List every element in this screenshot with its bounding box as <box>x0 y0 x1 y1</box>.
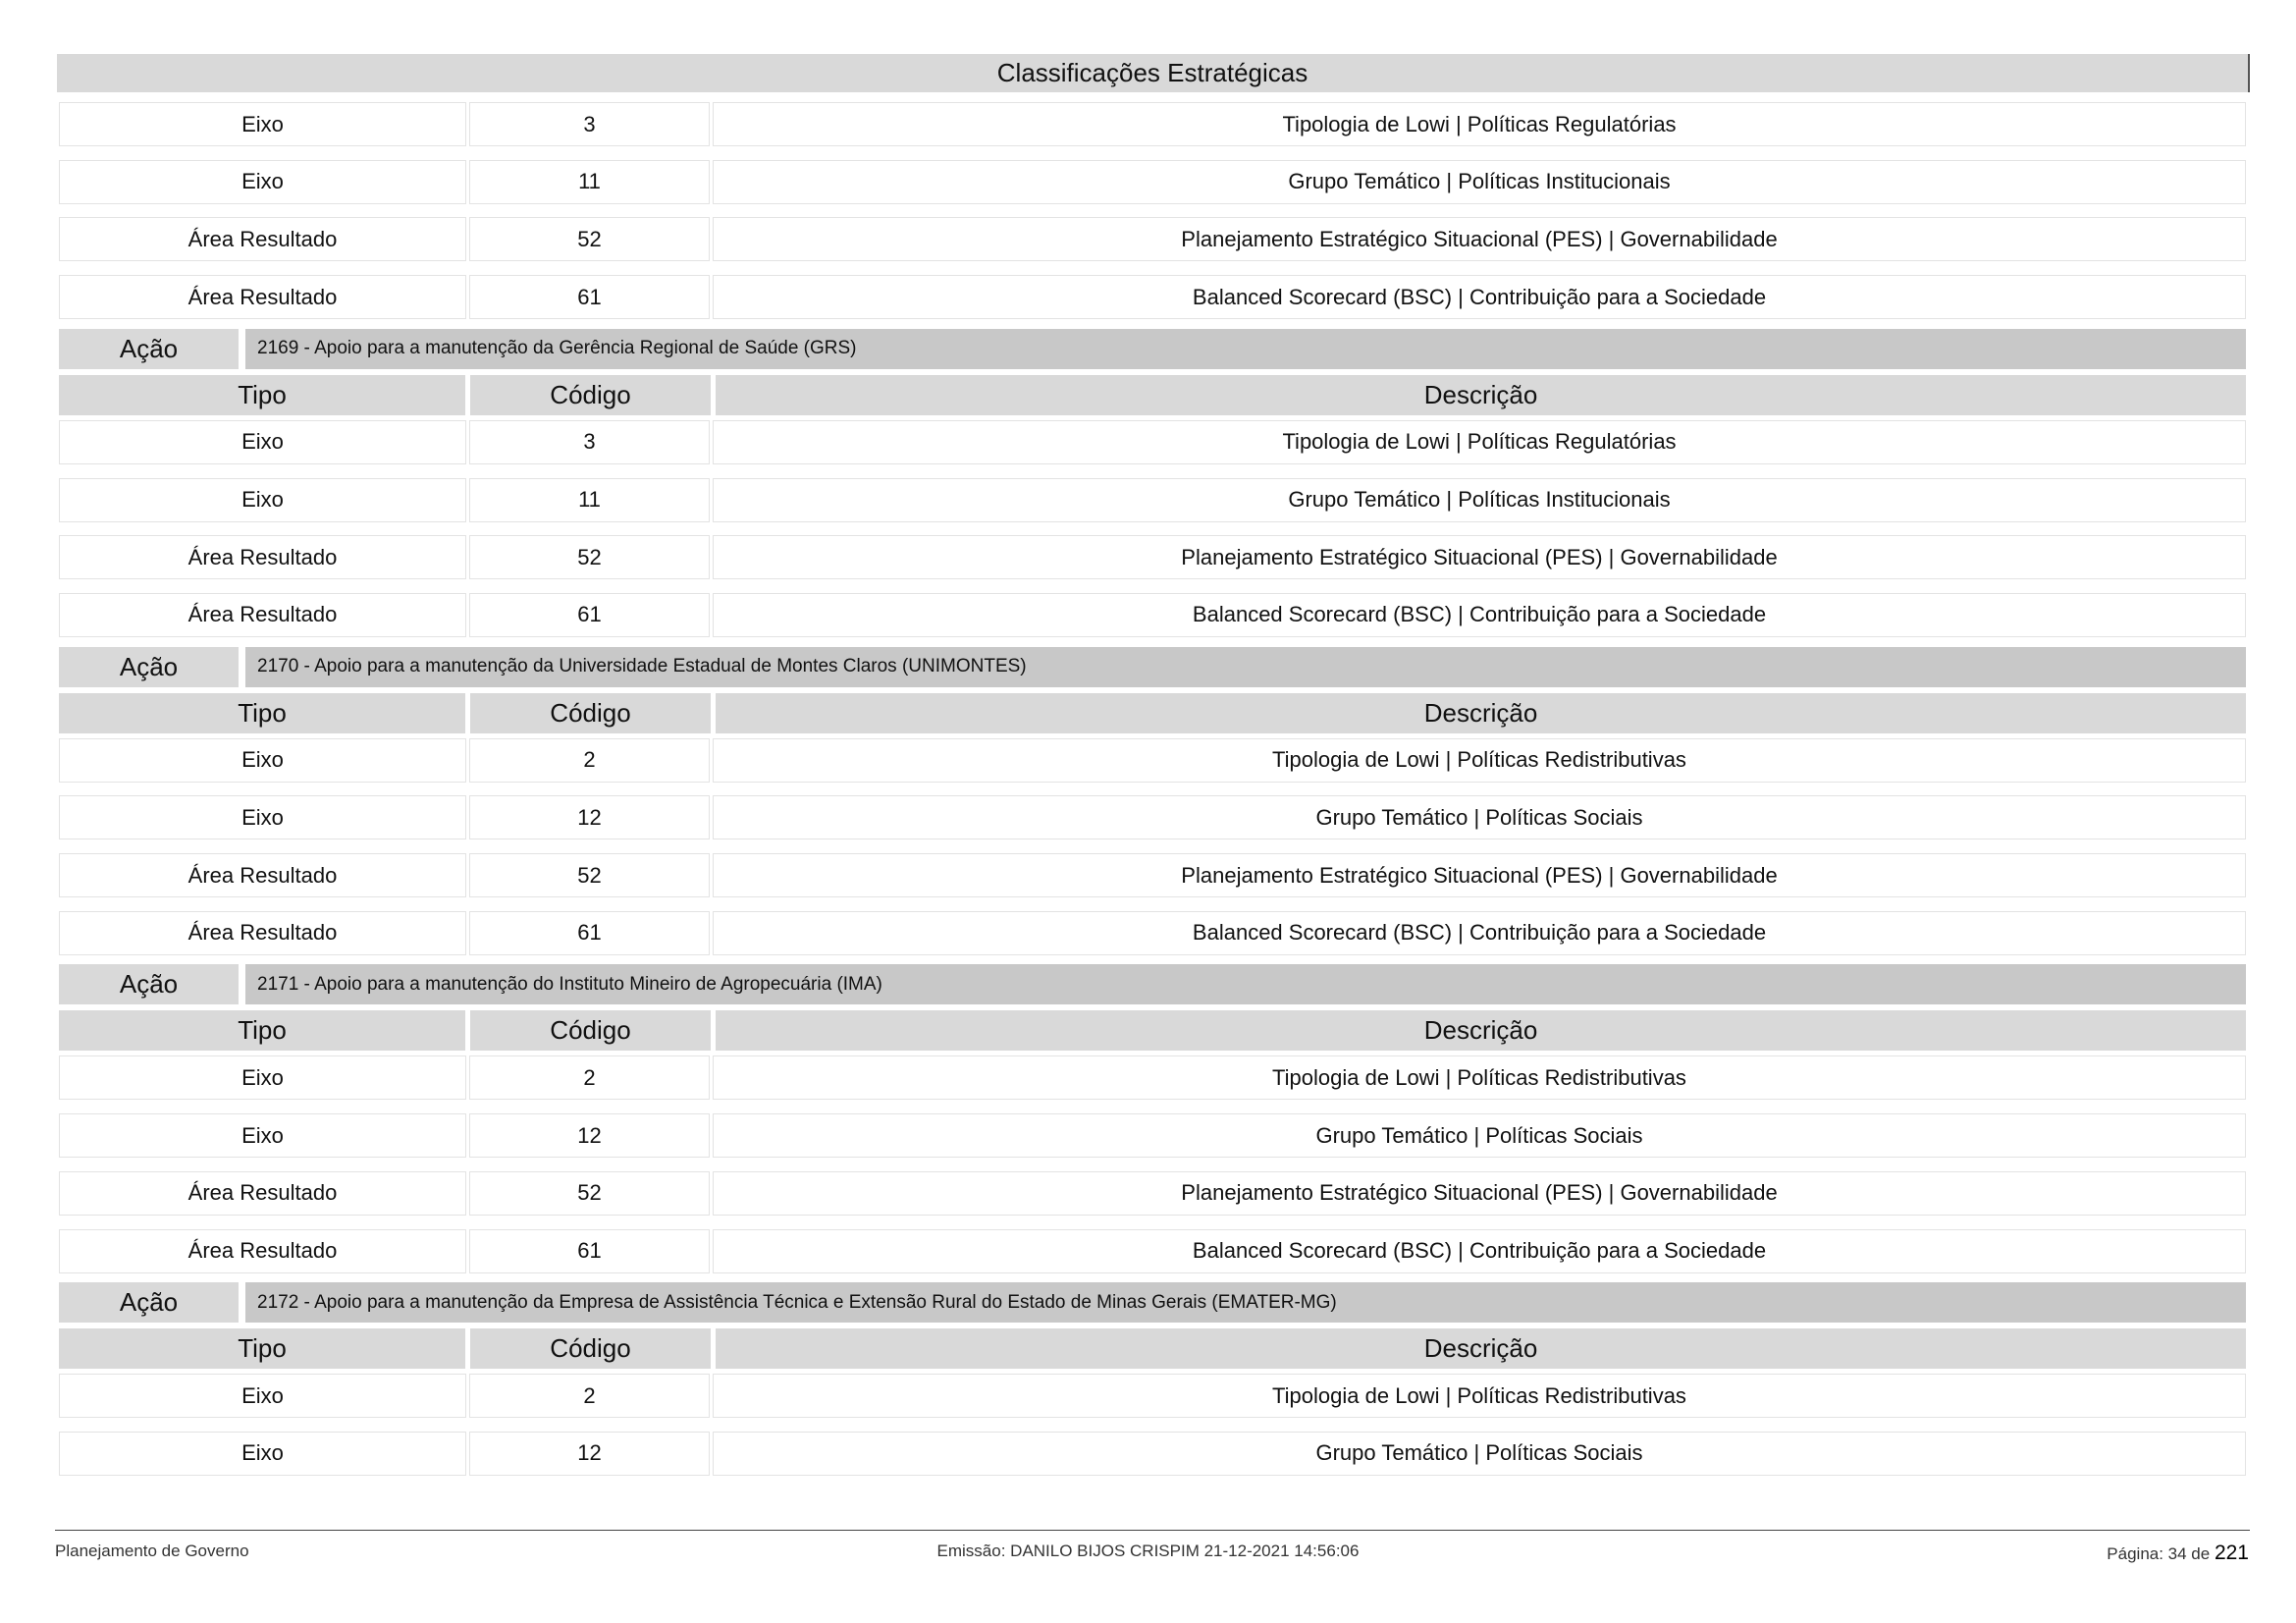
column-header-row <box>59 693 2246 733</box>
table-row <box>59 275 2246 319</box>
cell-tipo: Eixo <box>59 738 466 783</box>
cell-tipo: Eixo <box>59 1432 466 1476</box>
table-row <box>59 1171 2246 1216</box>
cell-codigo: 61 <box>469 911 710 955</box>
acao-row <box>59 647 2246 687</box>
header-codigo: Código <box>470 375 711 415</box>
section-title-text: Classificações Estratégicas <box>996 58 1308 87</box>
acao-description: 2172 - Apoio para a manutenção da Empresa de Assistência Técnica e Extensão Rural do Estado de Minas Gerais (EMATER-MG) <box>245 1282 2246 1323</box>
column-header-row <box>59 1328 2246 1369</box>
cell-descricao: Balanced Scorecard (BSC) | Contribuição para a Sociedade <box>713 593 2246 637</box>
cell-descricao: Grupo Temático | Políticas Institucionais <box>713 478 2246 522</box>
cell-descricao: Balanced Scorecard (BSC) | Contribuição para a Sociedade <box>713 275 2246 319</box>
footer-emission: Emissão: DANILO BIJOS CRISPIM 21-12-2021 14:56:06 <box>936 1542 1360 1560</box>
cell-descricao: Grupo Temático | Políticas Sociais <box>713 1432 2246 1476</box>
cell-descricao: Tipologia de Lowi | Políticas Redistributivas <box>713 1374 2246 1418</box>
cell-tipo: Área Resultado <box>59 535 466 579</box>
header-codigo: Código <box>470 693 711 733</box>
cell-tipo: Área Resultado <box>59 1171 466 1216</box>
footer-divider <box>55 1530 2250 1531</box>
table-row <box>59 1229 2246 1273</box>
cell-tipo: Área Resultado <box>59 217 466 261</box>
table-row <box>59 738 2246 783</box>
cell-codigo: 11 <box>469 160 710 204</box>
cell-codigo: 61 <box>469 1229 710 1273</box>
cell-tipo: Eixo <box>59 1374 466 1418</box>
cell-codigo: 52 <box>469 1171 710 1216</box>
table-row <box>59 795 2246 839</box>
cell-descricao: Tipologia de Lowi | Políticas Regulatórias <box>713 420 2246 464</box>
cell-descricao: Planejamento Estratégico Situacional (PES) | Governabilidade <box>713 535 2246 579</box>
cell-descricao: Grupo Temático | Políticas Sociais <box>713 795 2246 839</box>
cell-descricao: Tipologia de Lowi | Políticas Regulatórias <box>713 102 2246 146</box>
header-descricao: Descrição <box>716 693 2246 733</box>
footer-page-prefix: Página: 34 de <box>2107 1544 2211 1563</box>
cell-codigo: 12 <box>469 795 710 839</box>
header-tipo: Tipo <box>59 693 465 733</box>
cell-descricao: Tipologia de Lowi | Políticas Redistributivas <box>713 1055 2246 1100</box>
cell-tipo: Eixo <box>59 160 466 204</box>
header-codigo: Código <box>470 1328 711 1369</box>
cell-codigo: 12 <box>469 1113 710 1158</box>
acao-description: 2171 - Apoio para a manutenção do Instituto Mineiro de Agropecuária (IMA) <box>245 964 2246 1004</box>
header-tipo: Tipo <box>59 1328 465 1369</box>
cell-codigo: 2 <box>469 1055 710 1100</box>
footer-page-number <box>2107 1542 2249 1565</box>
cell-descricao: Grupo Temático | Políticas Sociais <box>713 1113 2246 1158</box>
table-row <box>59 535 2246 579</box>
table-row <box>59 478 2246 522</box>
cell-codigo: 52 <box>469 217 710 261</box>
cell-codigo: 52 <box>469 535 710 579</box>
header-tipo: Tipo <box>59 375 465 415</box>
header-tipo: Tipo <box>59 1010 465 1051</box>
cell-tipo: Eixo <box>59 1055 466 1100</box>
table-row <box>59 911 2246 955</box>
table-row <box>59 160 2246 204</box>
table-row <box>59 217 2246 261</box>
cell-tipo: Eixo <box>59 478 466 522</box>
cell-tipo: Área Resultado <box>59 593 466 637</box>
cell-codigo: 52 <box>469 853 710 897</box>
cell-tipo: Área Resultado <box>59 1229 466 1273</box>
cell-descricao: Grupo Temático | Políticas Institucionais <box>713 160 2246 204</box>
table-row <box>59 593 2246 637</box>
cell-codigo: 3 <box>469 420 710 464</box>
cell-descricao: Planejamento Estratégico Situacional (PES) | Governabilidade <box>713 217 2246 261</box>
cell-codigo: 12 <box>469 1432 710 1476</box>
footer-page-total: 221 <box>2214 1542 2249 1564</box>
cell-descricao: Planejamento Estratégico Situacional (PES) | Governabilidade <box>713 853 2246 897</box>
cell-codigo: 61 <box>469 275 710 319</box>
header-codigo: Código <box>470 1010 711 1051</box>
table-row <box>59 1374 2246 1418</box>
acao-description: 2169 - Apoio para a manutenção da Gerência Regional de Saúde (GRS) <box>245 329 2246 369</box>
cell-codigo: 3 <box>469 102 710 146</box>
cell-tipo: Eixo <box>59 1113 466 1158</box>
section-title <box>57 54 2250 92</box>
cell-descricao: Balanced Scorecard (BSC) | Contribuição para a Sociedade <box>713 1229 2246 1273</box>
acao-description: 2170 - Apoio para a manutenção da Universidade Estadual de Montes Claros (UNIMONTES) <box>245 647 2246 687</box>
header-descricao: Descrição <box>716 1328 2246 1369</box>
footer-org: Planejamento de Governo <box>55 1542 249 1560</box>
table-row <box>59 1432 2246 1476</box>
cell-codigo: 61 <box>469 593 710 637</box>
cell-codigo: 11 <box>469 478 710 522</box>
cell-codigo: 2 <box>469 1374 710 1418</box>
cell-tipo: Área Resultado <box>59 275 466 319</box>
header-descricao: Descrição <box>716 375 2246 415</box>
cell-tipo: Eixo <box>59 420 466 464</box>
table-row <box>59 102 2246 146</box>
column-header-row <box>59 1010 2246 1051</box>
acao-label: Ação <box>59 329 239 369</box>
cell-descricao: Balanced Scorecard (BSC) | Contribuição para a Sociedade <box>713 911 2246 955</box>
acao-row <box>59 1282 2246 1323</box>
cell-tipo: Eixo <box>59 102 466 146</box>
table-row <box>59 1113 2246 1158</box>
cell-codigo: 2 <box>469 738 710 783</box>
column-header-row <box>59 375 2246 415</box>
table-row <box>59 853 2246 897</box>
table-row <box>59 1055 2246 1100</box>
header-descricao: Descrição <box>716 1010 2246 1051</box>
cell-tipo: Área Resultado <box>59 911 466 955</box>
acao-row <box>59 964 2246 1004</box>
acao-row <box>59 329 2246 369</box>
table-row <box>59 420 2246 464</box>
acao-label: Ação <box>59 647 239 687</box>
cell-tipo: Área Resultado <box>59 853 466 897</box>
acao-label: Ação <box>59 964 239 1004</box>
cell-tipo: Eixo <box>59 795 466 839</box>
cell-descricao: Tipologia de Lowi | Políticas Redistributivas <box>713 738 2246 783</box>
acao-label: Ação <box>59 1282 239 1323</box>
cell-descricao: Planejamento Estratégico Situacional (PES) | Governabilidade <box>713 1171 2246 1216</box>
